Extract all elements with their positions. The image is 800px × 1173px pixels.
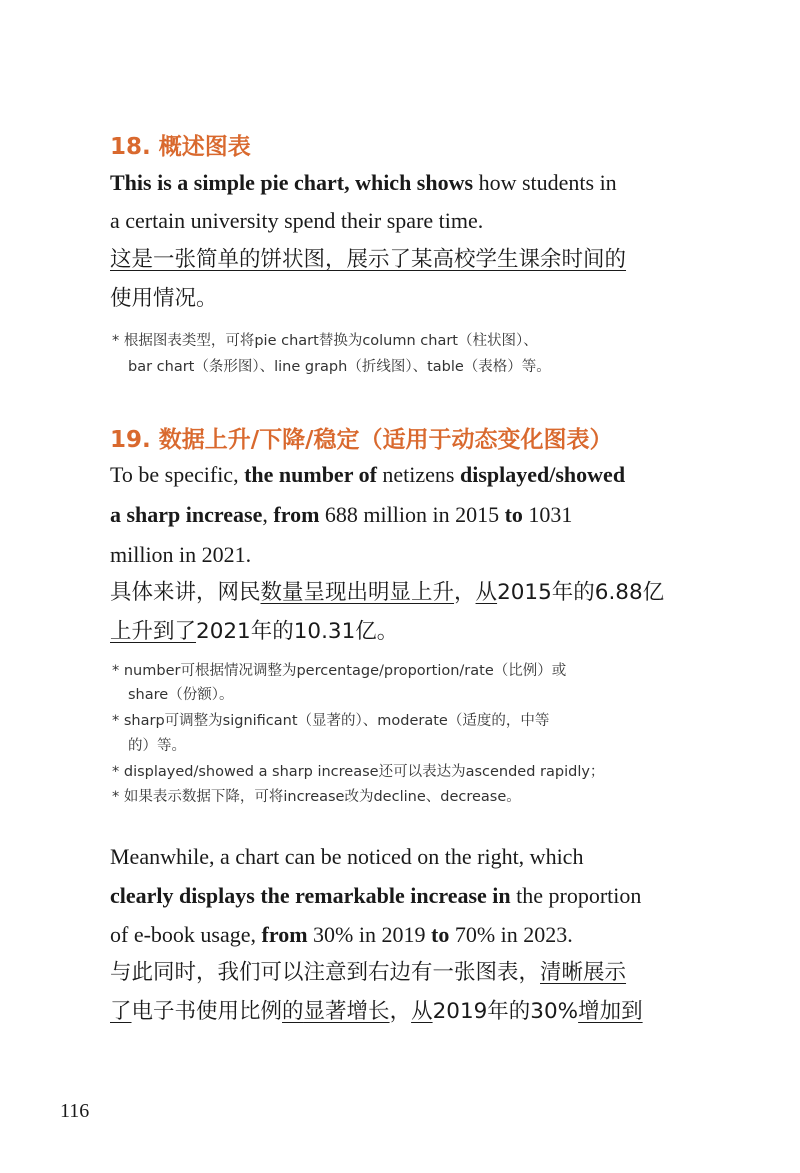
s19-zh-underlined: 数量呈现出明显上升 — [260, 580, 455, 605]
s19-zh-underlined: 从 — [475, 580, 498, 605]
s3-zh-underlined: 从 — [411, 999, 433, 1024]
s3-zh-underlined: 显著增长 — [303, 999, 390, 1024]
s3-zh-text: 与此同时，我们可以注意到右边有一张图表， — [110, 960, 541, 985]
s19-zh-underlined: 上升到了 — [110, 619, 197, 644]
s19-en-text: To be specific, — [110, 462, 245, 487]
s19-zh-text: 2021年的10.31亿。 — [196, 619, 399, 644]
s19-note-text: 的）等。 — [128, 738, 186, 754]
s3-en-bold: clearly displays the remarkable increase in — [110, 883, 511, 908]
s19-en-bold: displayed/showed — [460, 462, 626, 487]
s19-note-1-cont — [128, 684, 233, 706]
s19-zh-text: ， — [454, 580, 476, 605]
s19-en-bold: from — [273, 502, 320, 527]
s19-note-text: * number可根据情况调整为percentage/proportion/rate（比例）或 — [112, 663, 567, 679]
s18-note-line-2 — [128, 356, 551, 378]
s3-en-line-3 — [110, 920, 573, 950]
s19-zh-line-2 — [110, 617, 398, 647]
s3-zh-underlined: 了 — [110, 999, 132, 1024]
section-18-heading: 18. 概述图表 — [110, 134, 251, 160]
s19-note-text: * displayed/showed a sharp increase还可以表达为ascended rapidly； — [112, 764, 605, 780]
s19-en-line-2 — [110, 500, 572, 530]
s3-en-text: of e-book usage, — [110, 922, 262, 947]
s19-note-text: share（份额）。 — [128, 687, 234, 703]
s18-en-rest: how students in — [473, 170, 617, 195]
s19-en-bold: a sharp increase — [110, 502, 263, 527]
s18-zh-line-2: 使用情况。 — [110, 286, 218, 311]
s19-en-text: 1031 — [522, 502, 573, 527]
section-19-heading: 19. 数据上升/下降/稳定（适用于动态变化图表） — [110, 427, 613, 453]
s19-note-text: * 如果表示数据下降，可将increase改为decline、decrease。 — [112, 789, 521, 805]
s3-zh-underlined: 增加到 — [578, 999, 643, 1024]
page-number: 116 — [60, 1100, 90, 1122]
s19-en-text: netizens — [376, 462, 460, 487]
s18-note-text-2: bar chart（条形图）、line graph（折线图）、table（表格）等。 — [128, 359, 551, 375]
s19-note-text: * sharp可调整为significant（显著的）、moderate（适度的，中等 — [112, 713, 550, 729]
s18-note-line-1 — [112, 330, 538, 352]
s19-note-2 — [112, 710, 549, 732]
s18-note-text-1: * 根据图表类型，可将pie chart替换为column chart（柱状图）、 — [112, 333, 538, 349]
s3-en-text: the proportion — [510, 883, 642, 908]
s19-note-4 — [112, 786, 521, 808]
s3-en-text: 70% in 2023. — [449, 922, 573, 947]
s18-en-line-1 — [110, 168, 617, 198]
s18-en-line-2: a certain university spend their spare time. — [110, 208, 484, 233]
s18-en-bold: This is a simple pie chart, which shows — [110, 170, 474, 195]
s3-zh-underlined: 清晰展示 — [540, 960, 627, 985]
s19-note-3 — [112, 761, 604, 783]
s19-note-2-cont — [128, 735, 186, 757]
s3-zh-underlined: 的 — [282, 999, 304, 1024]
s3-en-bold: to — [431, 922, 450, 947]
s19-en-line-3: million in 2021. — [110, 542, 252, 567]
s3-en-bold: from — [261, 922, 308, 947]
s19-zh-line-1 — [110, 578, 664, 608]
s19-note-1 — [112, 660, 566, 682]
s19-zh-text: 具体来讲，网民 — [110, 580, 261, 605]
s3-zh-line-2 — [110, 997, 643, 1027]
s19-en-text: 688 million in 2015 — [319, 502, 505, 527]
s3-zh-text: ， — [389, 999, 412, 1024]
s3-zh-text: 电子书使用比例 — [131, 999, 283, 1024]
s3-zh-text: 2019年的30% — [432, 999, 579, 1024]
s3-zh-line-1 — [110, 958, 626, 988]
s18-zh-line-1 — [110, 245, 626, 275]
s19-en-text: , — [262, 502, 274, 527]
s19-en-bold: to — [504, 502, 523, 527]
s19-zh-text: 2015年的6.88亿 — [497, 580, 665, 605]
s3-en-line-2 — [110, 881, 641, 911]
s3-en-line-1: Meanwhile, a chart can be noticed on the right, which — [110, 844, 584, 869]
s3-en-text: 30% in 2019 — [307, 922, 431, 947]
s18-zh-underlined: 这是一张简单的饼状图，展示了某高校学生课余时间的 — [110, 247, 627, 272]
s19-en-line-1 — [110, 460, 625, 490]
s19-en-bold: the number of — [244, 462, 377, 487]
